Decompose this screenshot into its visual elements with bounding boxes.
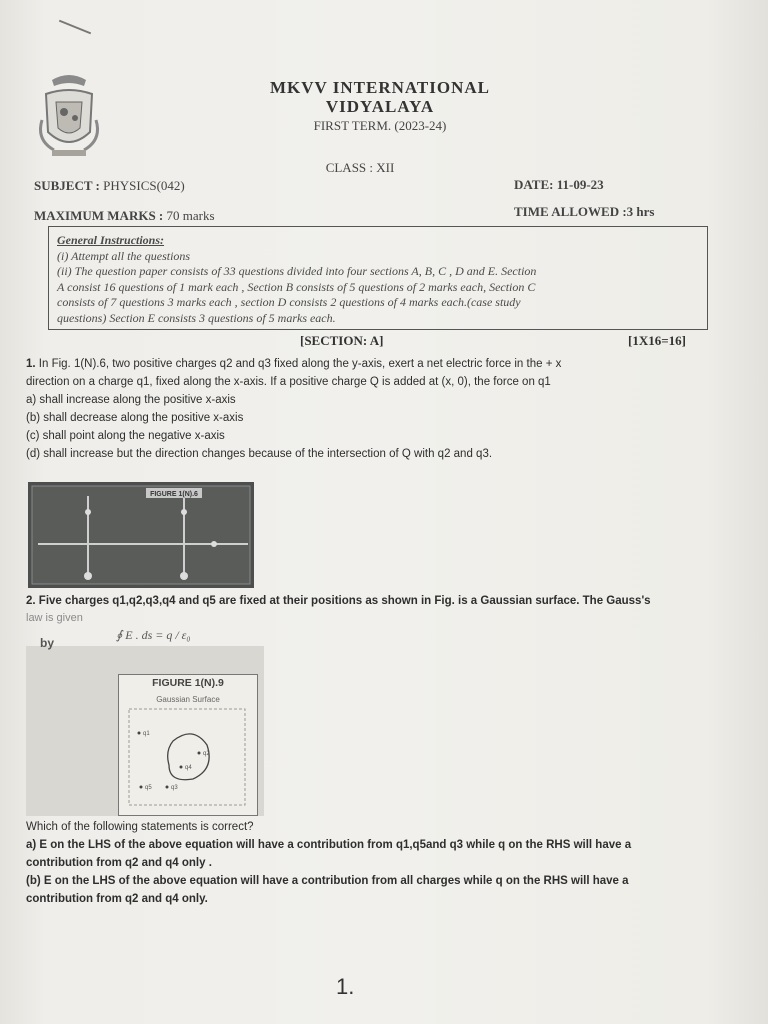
section-title: [SECTION: A]	[300, 333, 384, 348]
subject-value: PHYSICS(042)	[103, 178, 185, 193]
page-number: 1.	[336, 974, 355, 999]
option-c: (c) shall point along the negative x-axis	[26, 430, 225, 442]
class-label: CLASS : XII	[325, 160, 395, 175]
question-2	[26, 592, 746, 610]
instructions-title: General Instructions:	[57, 233, 165, 247]
option-b-line2: contribution from q2 and q4 only.	[26, 893, 208, 905]
option-d: (d) shall increase but the direction changes because of the intersection of Q with q2 and q3.	[26, 448, 493, 460]
max-marks-label: MAXIMUM MARKS :	[34, 208, 164, 223]
school-crest-icon	[34, 70, 104, 162]
question-1	[26, 355, 726, 463]
charges-diagram	[28, 482, 254, 588]
school-name-line2: VIDYALAYA	[325, 97, 435, 116]
question-2-prompt: Which of the following statements is correct?	[26, 821, 254, 833]
charge-label-q4: q4	[185, 765, 192, 771]
instruction-line: A consist 16 questions of 1 mark each , Section B consists of 5 questions of 2 marks each, Section C	[57, 279, 536, 294]
charge-label-q5: q5	[145, 785, 152, 791]
max-marks-value: 70 marks	[166, 208, 215, 223]
general-instructions-box	[48, 226, 708, 330]
instruction-line: (ii) The question paper consists of 33 questions divided into four sections A, B, C , D and E. Section	[57, 264, 537, 278]
gauss-law-equation: ∮ E . ds = q / ε₀	[116, 628, 191, 642]
option-b-line1: (b) E on the LHS of the above equation will have a contribution from all charges while q on the RHS will have a	[26, 875, 629, 887]
instruction-line: questions) Section E consists 3 questions of 5 marks each.	[57, 310, 336, 325]
exam-term: FIRST TERM. (2023-24)	[313, 118, 447, 133]
subject-line	[34, 178, 185, 194]
school-name-line1: MKVV INTERNATIONAL	[270, 78, 490, 97]
figure-2-subtitle: Gaussian Surface	[156, 695, 220, 704]
by-label: by	[40, 636, 55, 650]
section-marks: [1X16=16]	[628, 333, 686, 348]
option-b: (b) shall decrease along the positive x-axis	[26, 412, 244, 424]
question-1-line1: In Fig. 1(N).6, two positive charges q2 and q3 fixed along the y-axis, exert a net electric force in the + x	[38, 358, 562, 370]
instruction-line: consists of 7 questions 3 marks each , section D consists 2 questions of 4 marks each.(case study	[57, 295, 521, 309]
time-allowed: TIME ALLOWED :3 hrs	[514, 204, 655, 219]
charge-label-q1: q1	[143, 731, 150, 737]
subject-label: SUBJECT :	[34, 178, 100, 193]
question-1-text	[26, 355, 726, 373]
question-2-line1: Five charges q1,q2,q3,q4 and q5 are fixed at their positions as shown in Fig. is a Gaussian surface. The Gauss's	[38, 595, 651, 607]
figure-1-title: FIGURE 1(N).6	[150, 491, 198, 498]
question-1-line2: direction on a charge q1, fixed along the x-axis. If a positive charge Q is added at (x, 0), the force on q1	[26, 376, 551, 388]
instruction-line: (i) Attempt all the questions	[57, 248, 191, 263]
charge-label-q2: q2	[203, 751, 210, 757]
exam-date: DATE: 11-09-23	[514, 177, 604, 192]
max-marks-line	[34, 208, 215, 224]
figure-2-title: FIGURE 1(N).9	[152, 677, 224, 689]
charge-label-q3: q3	[171, 785, 178, 791]
figure-1-image	[28, 482, 254, 588]
gaussian-surface-diagram	[119, 675, 257, 815]
option-a: a) shall increase along the positive x-axis	[26, 394, 236, 406]
option-a-line2: contribution from q2 and q4 only .	[26, 857, 212, 869]
question-2-options	[26, 818, 746, 908]
option-a-line1: a) E on the LHS of the above equation will have a contribution from q1,q5and q3 while q on the RHS will have a	[26, 839, 632, 851]
question-number: 2.	[26, 595, 36, 607]
pen-mark	[59, 20, 91, 35]
question-2-line2: law is given	[26, 612, 83, 624]
figure-2-image	[118, 674, 258, 816]
question-number: 1.	[26, 358, 36, 370]
